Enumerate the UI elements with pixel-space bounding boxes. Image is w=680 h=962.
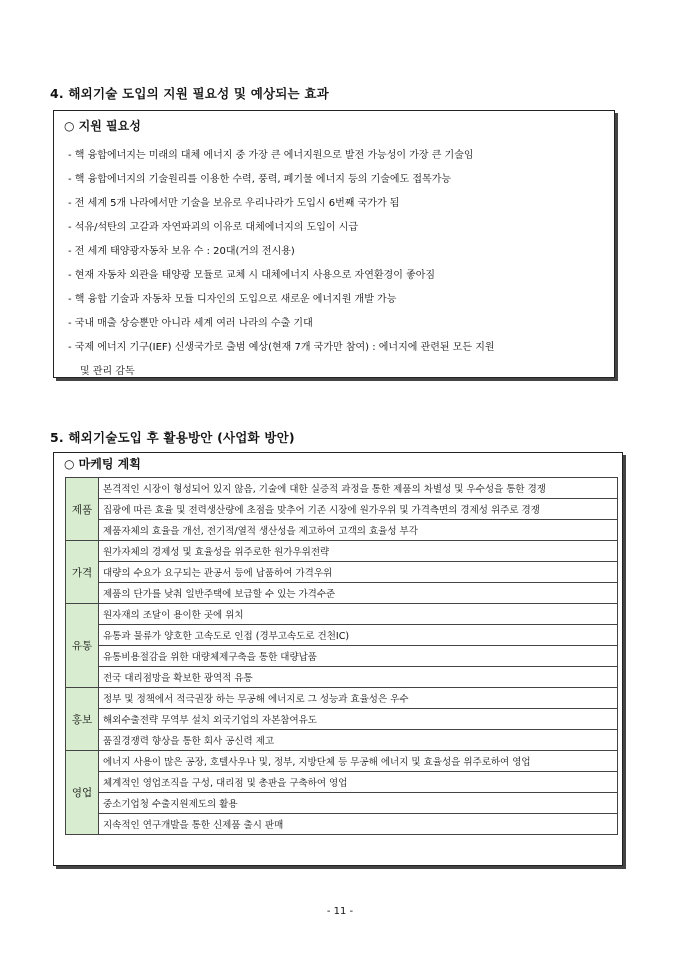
plan-line-cell: 유통과 물류가 양호한 고속도로 인접 (경부고속도로 건천IC) [99, 625, 618, 646]
section-5-title: 5. 해외기술도입 후 활용방안 (사업화 방안) [50, 430, 295, 445]
plan-line-cell: 본격적인 시장이 형성되어 있지 않음, 기술에 대한 실증적 과정을 통한 제품의 차별성 및 우수성을 통한 경쟁 [99, 478, 618, 499]
plan-line-cell: 중소기업청 수출지원제도의 활용 [99, 793, 618, 814]
category-cell: 홍보 [66, 688, 99, 751]
support-necessity-heading: ○ 지원 필요성 [64, 119, 141, 133]
table-row [66, 583, 618, 604]
list-item: - 석유/석탄의 고갈과 자연파괴의 이유로 대체에너지의 도입이 시급 [68, 222, 359, 233]
table-row [66, 646, 618, 667]
list-item-line1: - 국제 에너지 기구(IEF) 신생국가로 출범 예상(현재 7개 국가만 참여) : 에너지에 관련된 모든 지원 [68, 342, 495, 353]
plan-line-cell: 유통비용절감을 위한 대량체제구축을 통한 대량납품 [99, 646, 618, 667]
table-row [66, 604, 618, 625]
table-row [66, 772, 618, 793]
table-row [66, 730, 618, 751]
support-necessity-box [53, 110, 615, 378]
category-cell: 유통 [66, 604, 99, 688]
table-row [66, 499, 618, 520]
list-item: - 핵 융합에너지는 미래의 대체 에너지 중 가장 큰 에너지원으로 발전 가능성이 가장 큰 기술임 [68, 150, 474, 161]
table-row [66, 709, 618, 730]
plan-line-cell: 제품의 단가를 낮춰 일반주택에 보급할 수 있는 가격수준 [99, 583, 618, 604]
table-row [66, 520, 618, 541]
support-necessity-list [68, 144, 608, 379]
plan-line-cell: 제품자체의 효율을 개선, 전기적/열적 생산성을 제고하여 고객의 효율성 부각 [99, 520, 618, 541]
list-item [68, 336, 608, 379]
list-item: - 전 세계 5개 나라에서만 기술을 보유로 우리나라가 도입시 6번째 국가가 됨 [68, 198, 400, 209]
section-4-title: 4. 해외기술 도입의 지원 필요성 및 예상되는 효과 [50, 86, 329, 101]
marketing-plan-table [65, 477, 618, 835]
category-cell: 가격 [66, 541, 99, 604]
table-row [66, 688, 618, 709]
plan-line-cell: 체계적인 영업조직을 구성, 대리점 및 총판을 구축하여 영업 [99, 772, 618, 793]
list-item: - 핵 융합에너지의 기술원리를 이용한 수력, 풍력, 폐기물 에너지 등의 기술에도 접목가능 [68, 174, 452, 185]
table-row [66, 541, 618, 562]
plan-line-cell: 대량의 수요가 요구되는 관공서 등에 납품하여 가격우위 [99, 562, 618, 583]
plan-line-cell: 원가자체의 경제성 및 효율성을 위주로한 원가우위전략 [99, 541, 618, 562]
list-item: - 전 세계 태양광자동차 보유 수 : 20대(거의 전시용) [68, 246, 295, 257]
plan-line-cell: 품질경쟁력 향상을 통한 회사 공신력 제고 [99, 730, 618, 751]
page-number: - 11 - [326, 906, 354, 917]
list-item-line2: 및 관리 감독 [80, 366, 135, 377]
table-row [66, 793, 618, 814]
category-cell: 영업 [66, 751, 99, 835]
table-row [66, 625, 618, 646]
table-row [66, 562, 618, 583]
plan-line-cell: 전국 대리점망을 확보한 광역적 유통 [99, 667, 618, 688]
plan-line-cell: 해외수출전략 무역부 설치 외국기업의 자본참여유도 [99, 709, 618, 730]
plan-line-cell: 원자재의 조달이 용이한 곳에 위치 [99, 604, 618, 625]
list-item: - 핵 융합 기술과 자동차 모듈 디자인의 도입으로 새로운 에너지원 개발 가능 [68, 294, 397, 305]
table-row [66, 478, 618, 499]
list-item: - 국내 매출 상승뿐만 아니라 세계 여러 나라의 수출 기대 [68, 318, 313, 329]
marketing-plan-heading: ○ 마케팅 계획 [64, 457, 141, 471]
marketing-plan-box [53, 452, 623, 866]
category-cell: 제품 [66, 478, 99, 541]
plan-line-cell: 에너지 사용이 많은 공장, 호텔사우나 및, 정부, 지방단체 등 무공해 에너지 및 효율성을 위주로하여 영업 [99, 751, 618, 772]
table-row [66, 667, 618, 688]
plan-line-cell: 지속적인 연구개발을 통한 신제품 출시 판매 [99, 814, 618, 835]
table-row [66, 751, 618, 772]
table-row [66, 814, 618, 835]
plan-line-cell: 정부 및 정책에서 적극권장 하는 무공해 에너지로 그 성능과 효율성은 우수 [99, 688, 618, 709]
list-item: - 현재 자동차 외관을 태양광 모듈로 교체 시 대체에너지 사용으로 자연환경이 좋아짐 [68, 270, 436, 281]
plan-line-cell: 집광에 따른 효율 및 전력생산량에 초점을 맞추어 기존 시장에 원가우위 및 가격측면의 경제성 위주로 경쟁 [99, 499, 618, 520]
